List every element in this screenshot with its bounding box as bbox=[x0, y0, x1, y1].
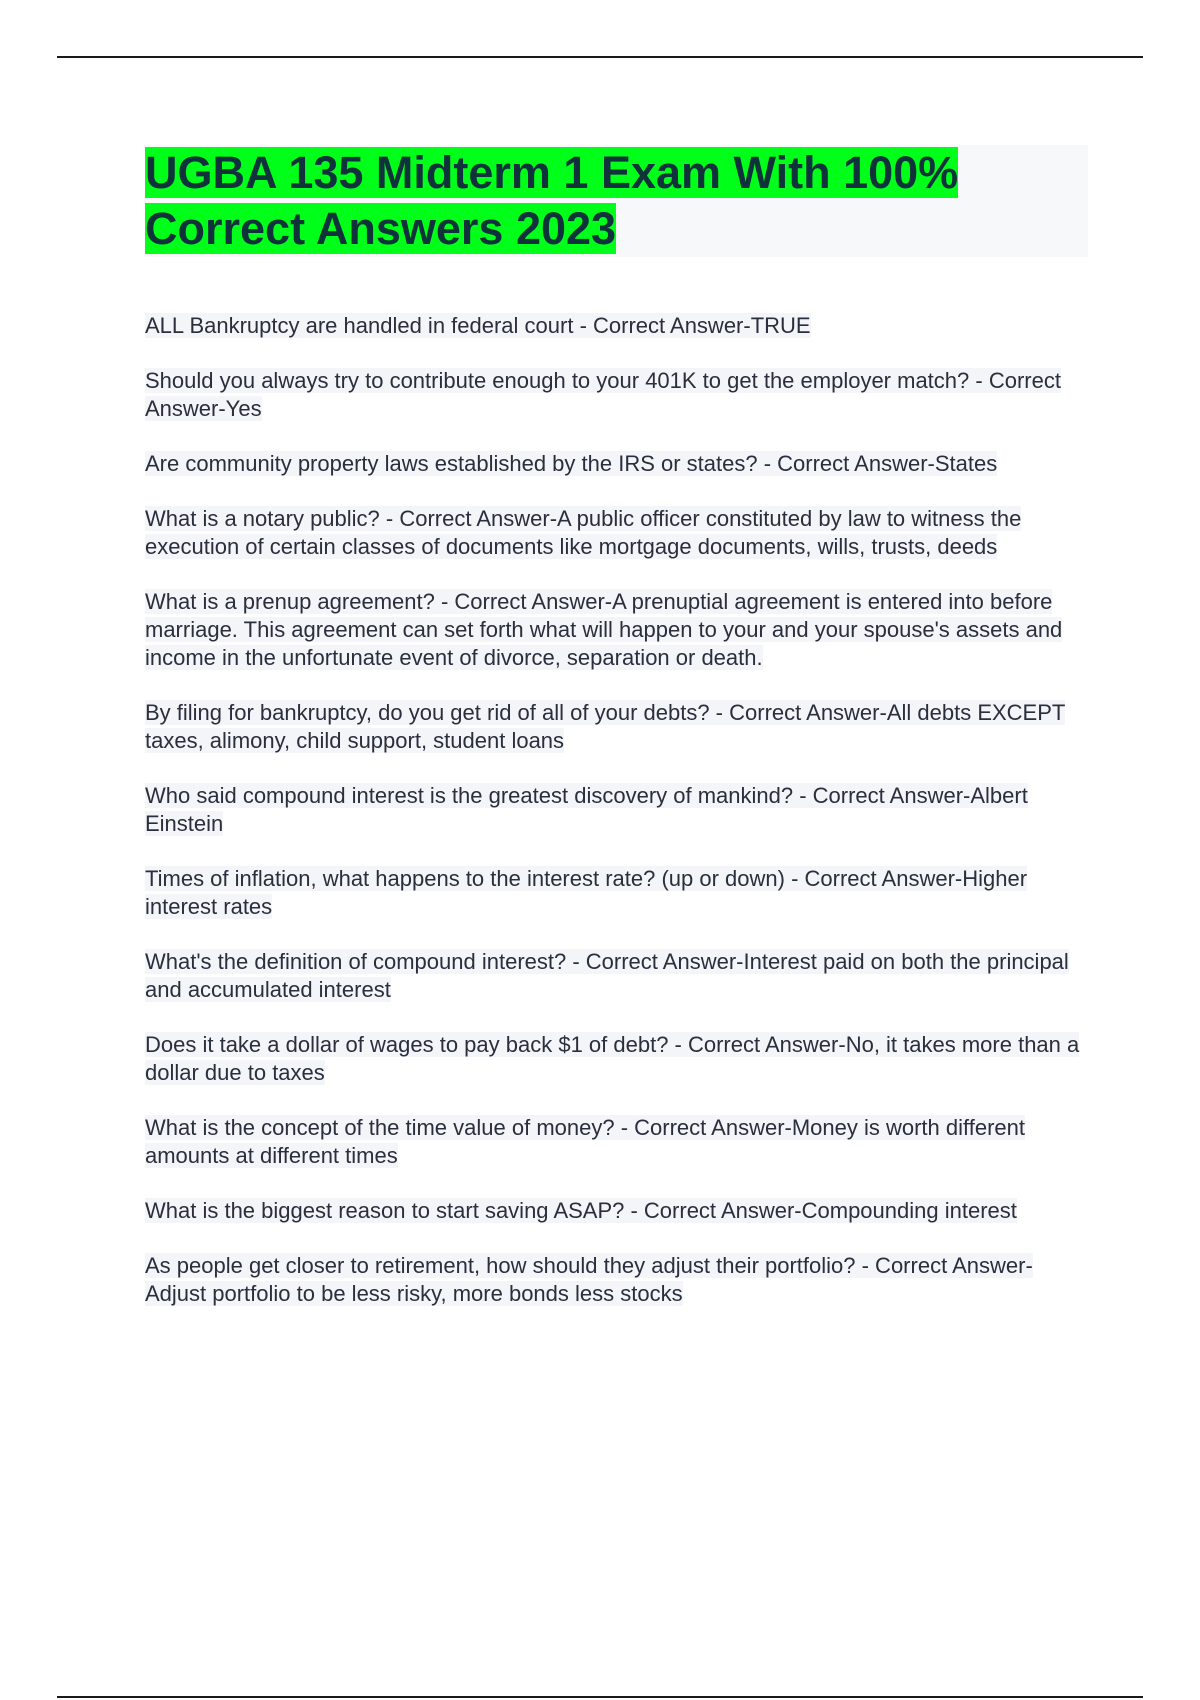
qa-item-7: Who said compound interest is the greatest discovery of mankind? - Correct Answer-Albert Einstein bbox=[145, 783, 1028, 836]
bottom-rule bbox=[57, 1696, 1143, 1698]
qa-item-8: Times of inflation, what happens to the interest rate? (up or down) - Correct Answer-Higher interest rates bbox=[145, 866, 1028, 919]
qa-item-3: Are community property laws established by the IRS or states? - Correct Answer-States bbox=[145, 451, 998, 476]
title-line-1: UGBA 135 Midterm 1 Exam With 100% bbox=[145, 147, 959, 198]
qa-item-6: By filing for bankruptcy, do you get rid of all of your debts? - Correct Answer-All debts EXCEPT taxes, alimony, child support, student loans bbox=[145, 700, 1066, 753]
qa-item-12: What is the biggest reason to start saving ASAP? - Correct Answer-Compounding interest bbox=[145, 1198, 1017, 1223]
qa-item-10: Does it take a dollar of wages to pay back $1 of debt? - Correct Answer-No, it takes more than a dollar due to taxes bbox=[145, 1032, 1080, 1085]
qa-item-13: As people get closer to retirement, how should they adjust their portfolio? - Correct Answer-Adjust portfolio to be less risky, more bonds less stocks bbox=[145, 1253, 1033, 1306]
qa-item-2: Should you always try to contribute enough to your 401K to get the employer match? - Correct Answer-Yes bbox=[145, 368, 1061, 421]
qa-item-9: What's the definition of compound interest? - Correct Answer-Interest paid on both the principal and accumulated interest bbox=[145, 949, 1069, 1002]
title-block bbox=[145, 145, 1088, 257]
top-rule bbox=[57, 56, 1143, 58]
qa-item-1: ALL Bankruptcy are handled in federal court - Correct Answer-TRUE bbox=[145, 313, 811, 338]
document-title bbox=[145, 147, 958, 254]
qa-item-11: What is the concept of the time value of money? - Correct Answer-Money is worth different amounts at different times bbox=[145, 1115, 1025, 1168]
qa-item-4: What is a notary public? - Correct Answer-A public officer constituted by law to witness the execution of certain classes of documents like mortgage documents, wills, trusts, deeds bbox=[145, 506, 1022, 559]
qa-item-5: What is a prenup agreement? - Correct Answer-A prenuptial agreement is entered into before marriage. This agreement can set forth what will happen to your and your spouse's assets and income in the unfortunate event of divorce, separation or death. bbox=[145, 589, 1063, 670]
title-line-2: Correct Answers 2023 bbox=[145, 203, 617, 254]
qa-list bbox=[145, 312, 1088, 1335]
